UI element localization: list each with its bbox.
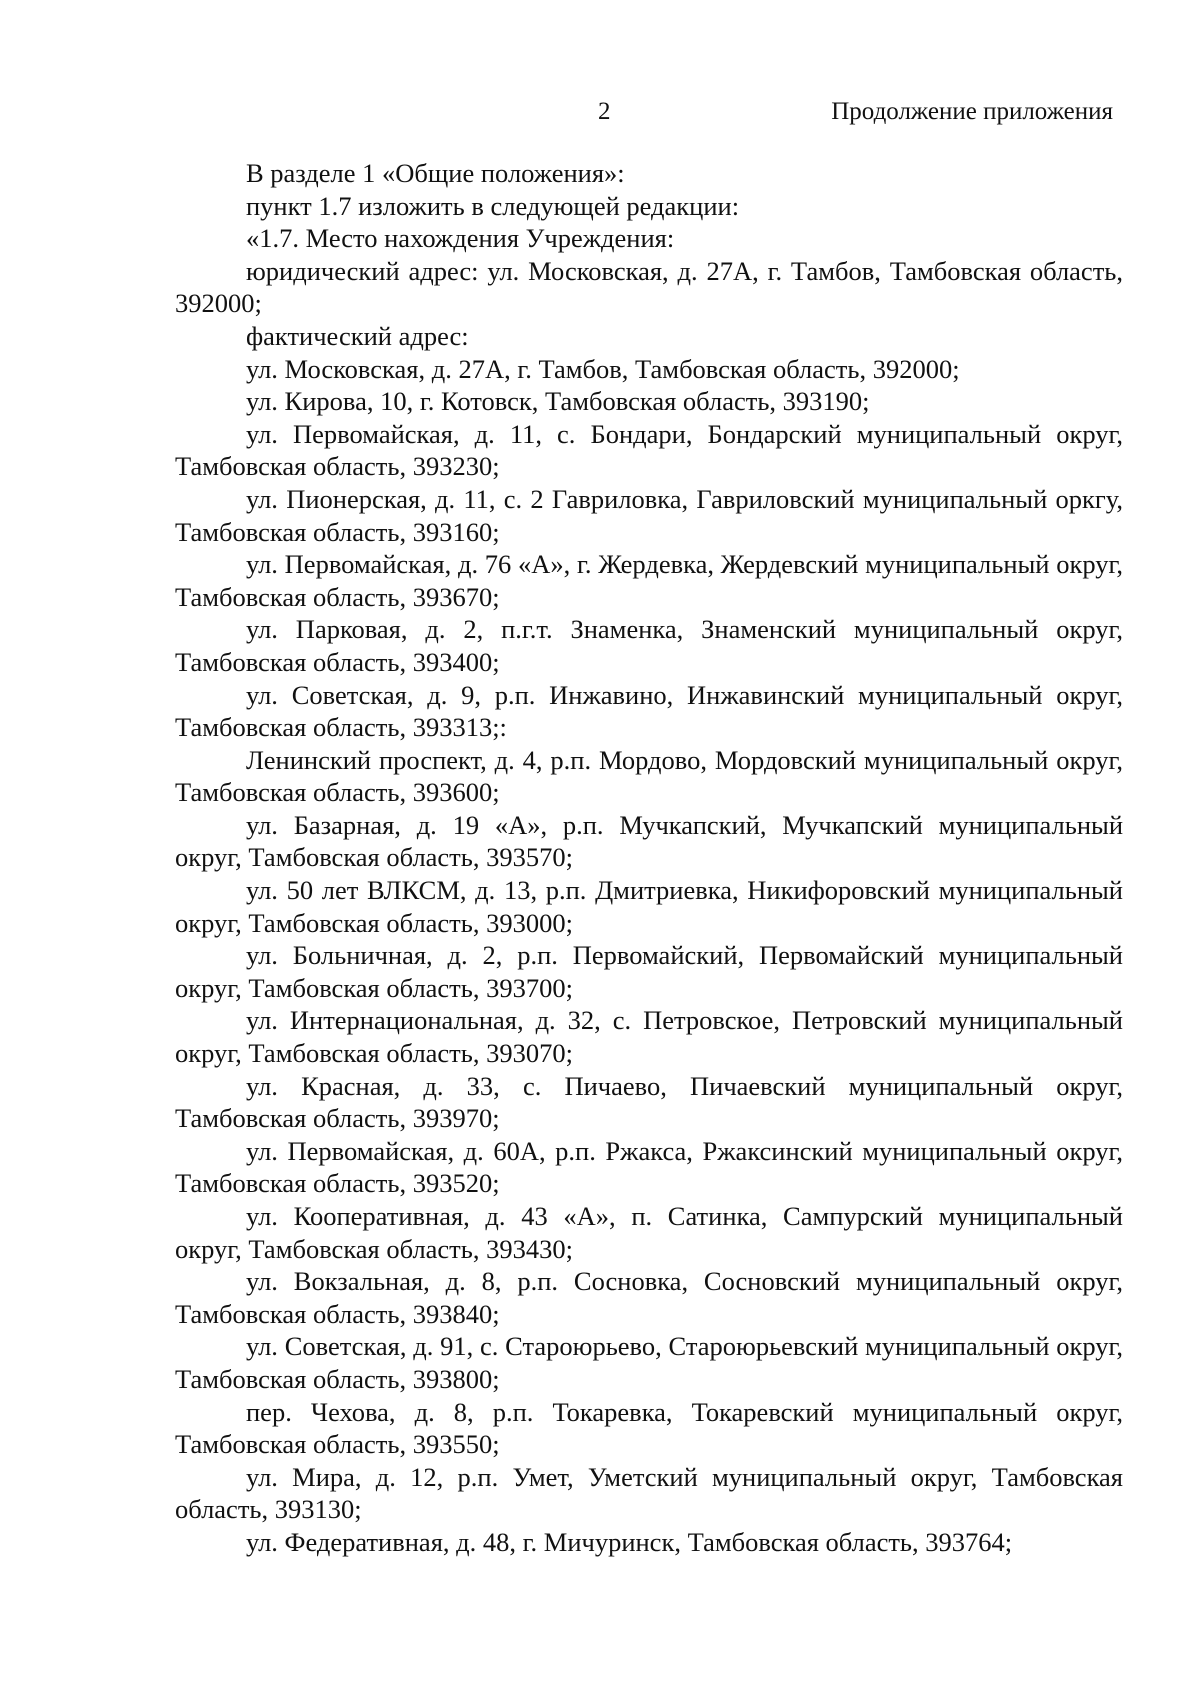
address-item: ул. Парковая, д. 2, п.г.т. Знаменка, Знаменский муниципальный округ, Тамбовская область, 393400;: [175, 614, 1123, 677]
address-item: ул. Советская, д. 9, р.п. Инжавино, Инжавинский муниципальный округ, Тамбовская область, 393313;:: [175, 679, 1123, 743]
paragraph-section-heading: В разделе 1 «Общие положения»:: [246, 158, 625, 188]
document-body: [175, 157, 1123, 1559]
address-item: ул. 50 лет ВЛКСМ, д. 13, р.п. Дмитриевка, Никифоровский муниципальный округ, Тамбовская область, 393000;: [175, 875, 1123, 938]
page-number: 2: [598, 98, 611, 125]
address-item: Ленинский проспект, д. 4, р.п. Мордово, Мордовский муниципальный округ, Тамбовская область, 393600;: [175, 744, 1123, 808]
address-item: ул. Федеративная, д. 48, г. Мичуринск, Тамбовская область, 393764;: [246, 1526, 1013, 1557]
address-item: пер. Чехова, д. 8, р.п. Токаревка, Токаревский муниципальный округ, Тамбовская область, 393550;: [175, 1396, 1123, 1460]
address-item: ул. Советская, д. 91, с. Староюрьево, Староюрьевский муниципальный округ, Тамбовская область, 393800;: [175, 1331, 1123, 1394]
address-item: ул. Первомайская, д. 60А, р.п. Ржакса, Ржаксинский муниципальный округ, Тамбовская область, 393520;: [175, 1135, 1123, 1199]
paragraph-legal-address: юридический адрес: ул. Московская, д. 27А, г. Тамбов, Тамбовская область, 392000;: [175, 255, 1123, 319]
address-item: ул. Интернациональная, д. 32, с. Петровское, Петровский муниципальный округ, Тамбовская область, 393070;: [175, 1005, 1123, 1069]
address-item: ул. Пионерская, д. 11, с. 2 Гавриловка, Гавриловский муниципальный оркгу, Тамбовская область, 393160;: [175, 483, 1123, 547]
address-item: ул. Московская, д. 27А, г. Тамбов, Тамбовская область, 392000;: [246, 353, 960, 384]
address-item: ул. Первомайская, д. 11, с. Бондари, Бондарский муниципальный округ, Тамбовская область, 393230;: [175, 418, 1123, 482]
address-item: ул. Мира, д. 12, р.п. Умет, Уметский муниципальный округ, Тамбовская область, 393130;: [175, 1461, 1123, 1525]
address-item: ул. Красная, д. 33, с. Пичаево, Пичаевский муниципальный округ, Тамбовская область, 393970;: [175, 1070, 1123, 1134]
continuation-label: Продолжение приложения: [831, 98, 1113, 125]
address-item: ул. Базарная, д. 19 «А», р.п. Мучкапский, Мучкапский муниципальный округ, Тамбовская область, 393570;: [175, 809, 1123, 873]
paragraph-location-heading: «1.7. Место нахождения Учреждения:: [246, 223, 675, 254]
address-item: ул. Кооперативная, д. 43 «А», п. Сатинка, Сампурский муниципальный округ, Тамбовская область, 393430;: [175, 1201, 1123, 1264]
address-item: ул. Больничная, д. 2, р.п. Первомайский, Первомайский муниципальный округ, Тамбовская область, 393700;: [175, 940, 1123, 1003]
address-item: ул. Первомайская, д. 76 «А», г. Жердевка, Жердевский муниципальный округ, Тамбовская область, 393670;: [175, 549, 1123, 612]
paragraph-clause-instruction: пункт 1.7 изложить в следующей редакции:: [246, 190, 740, 221]
paragraph-actual-address-heading: фактический адрес:: [246, 320, 469, 351]
address-item: ул. Вокзальная, д. 8, р.п. Сосновка, Сосновский муниципальный округ, Тамбовская область, 393840;: [175, 1266, 1123, 1329]
address-item: ул. Кирова, 10, г. Котовск, Тамбовская область, 393190;: [246, 386, 870, 417]
